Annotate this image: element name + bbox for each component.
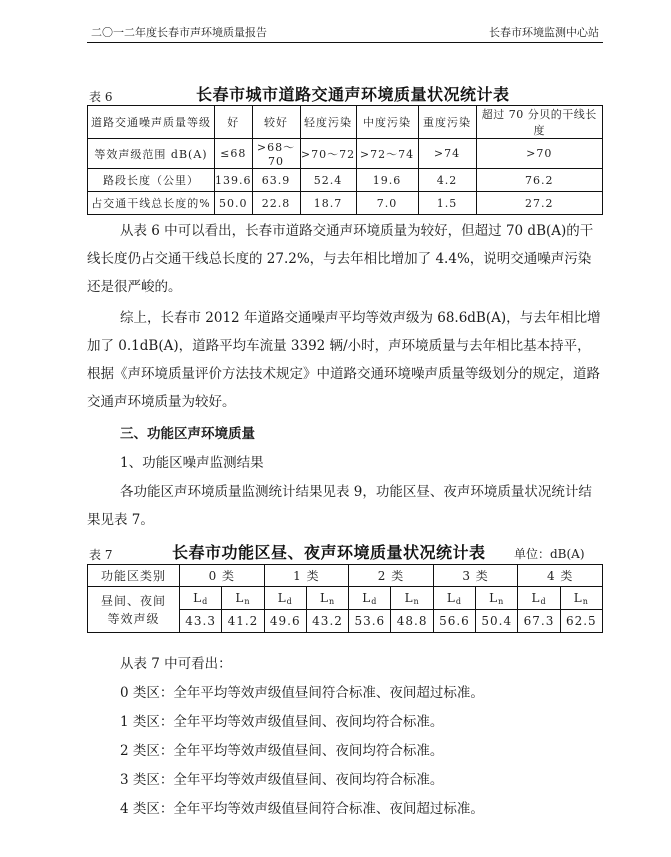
row-label xyxy=(88,587,180,633)
table-cell: 27.2 xyxy=(476,192,603,215)
subscript: n xyxy=(328,596,336,606)
table-cell: 19.6 xyxy=(356,169,418,192)
symbol: L xyxy=(235,590,245,605)
paragraph-summary: 综上，长春市 2012 年道路交通噪声平均等效声级为 68.6dB(A)，与去年相比增加了 0.1dB(A)，道路平均车流量 3392 辆/小时，声环境质量与去年相比基本持平，根据《声环境质量评价方法技术规定》中道路交通环境噪声质量等级划分的规定，道路交通声环境质量为较好。 xyxy=(87,310,601,410)
ln-header xyxy=(476,587,518,610)
table6-title: 长春市城市道路交通声环境质量状况统计表 xyxy=(196,85,510,104)
paragraph-table7-intro: 各功能区声环境质量监测统计结果见表 9，功能区昼、夜声环境质量状况统计结果见表 7。 xyxy=(87,484,592,528)
ln-header xyxy=(391,587,433,610)
category-header: 2 类 xyxy=(349,565,434,587)
subscript: d xyxy=(540,596,547,606)
report-title: 二〇一二年度长春市声环境质量报告 xyxy=(91,26,267,39)
conclusion-item: 2 类区：全年平均等效声级值昼间、夜间均符合标准。 xyxy=(120,743,444,759)
table-cell: 4.2 xyxy=(418,169,476,192)
table-cell: >68～70 xyxy=(252,139,300,169)
row-label-line1: 昼间、夜间 xyxy=(100,593,166,608)
conclusion-item: 4 类区：全年平均等效声级值昼间符合标准、夜间超过标准。 xyxy=(120,801,484,817)
section-heading: 三、功能区声环境质量 xyxy=(120,426,255,442)
table-header-cell: 功能区类别 xyxy=(88,565,180,587)
table-cell: 1.5 xyxy=(418,192,476,215)
table-cell: ≤68 xyxy=(215,139,253,169)
table-header-cell: 轻度污染 xyxy=(300,106,356,139)
table-cell: 49.6 xyxy=(264,610,306,633)
subscript: n xyxy=(582,596,589,606)
symbol: L xyxy=(277,590,287,605)
ln-header xyxy=(306,587,348,610)
symbol: L xyxy=(362,590,372,605)
table6-label: 表 6 xyxy=(89,90,113,104)
table-cell: 22.8 xyxy=(252,192,300,215)
category-header: 1 类 xyxy=(264,565,349,587)
table-cell: 67.3 xyxy=(518,610,560,633)
table-cell: 53.6 xyxy=(349,610,391,633)
conclusion-intro: 从表 7 中可看出： xyxy=(120,656,232,672)
table-header-cell: 道路交通噪声质量等级 xyxy=(88,106,215,139)
table-cell: 50.0 xyxy=(215,192,253,215)
subscript: n xyxy=(413,596,420,606)
table-cell: >74 xyxy=(418,139,476,169)
table-cell: 50.4 xyxy=(476,610,518,633)
subsection-heading: 1、功能区噪声监测结果 xyxy=(120,455,264,471)
symbol: L xyxy=(404,590,414,605)
symbol: L xyxy=(531,590,541,605)
table-cell: 43.3 xyxy=(180,610,222,633)
table-header-cell: 较好 xyxy=(252,106,300,139)
table-cell: 7.0 xyxy=(356,192,418,215)
table7-header-row xyxy=(88,565,603,587)
conclusion-item: 0 类区：全年平均等效声级值昼间符合标准、夜间超过标准。 xyxy=(120,685,484,701)
table-cell: 48.8 xyxy=(391,610,433,633)
ln-header xyxy=(560,587,602,610)
table6 xyxy=(87,105,603,215)
paragraph-table6-analysis: 从表 6 中可以看出，长春市道路交通声环境质量为较好，但超过 70 dB(A)的干线长度仍占交通干线总长度的 27.2%，与去年相比增加了 4.4%，说明交通噪声污染还是很严峻的。 xyxy=(87,223,594,295)
table-header-cell: 重度污染 xyxy=(418,106,476,139)
table-row xyxy=(88,139,603,169)
table-cell: 63.9 xyxy=(252,169,300,192)
table-cell: 占交通干线总长度的% xyxy=(88,192,215,215)
table-cell: 等效声级范围 dB(A) xyxy=(88,139,215,169)
subscript: d xyxy=(202,596,209,606)
conclusion-item: 3 类区：全年平均等效声级值昼间、夜间均符合标准。 xyxy=(120,772,444,788)
table-cell: 43.2 xyxy=(306,610,348,633)
table-cell: 18.7 xyxy=(300,192,356,215)
ld-header xyxy=(433,587,475,610)
ld-header xyxy=(180,587,222,610)
table-cell: 56.6 xyxy=(433,610,475,633)
row-label-line2: 等效声级 xyxy=(107,611,160,626)
table-row xyxy=(88,192,603,215)
table7 xyxy=(87,564,603,633)
table7-unit: 单位：dB(A) xyxy=(514,547,585,561)
table6-header-row xyxy=(88,106,603,139)
table-cell: 62.5 xyxy=(560,610,602,633)
category-header: 3 类 xyxy=(433,565,518,587)
symbol: L xyxy=(489,590,499,605)
table-cell: 41.2 xyxy=(222,610,264,633)
ld-header xyxy=(518,587,560,610)
table-cell: 52.4 xyxy=(300,169,356,192)
page-header xyxy=(87,22,603,43)
table7-subheader-row xyxy=(88,587,603,610)
table-cell: 路段长度（公里） xyxy=(88,169,215,192)
table-cell: 139.6 xyxy=(215,169,253,192)
organization-name: 长春市环境监测中心站 xyxy=(489,26,599,39)
table-cell: >70～72 xyxy=(300,139,356,169)
table7-title: 长春市功能区昼、夜声环境质量状况统计表 xyxy=(172,543,486,562)
category-header: 4 类 xyxy=(518,565,603,587)
subscript: d xyxy=(286,596,293,606)
subscript: d xyxy=(455,596,462,606)
symbol: L xyxy=(193,590,203,605)
subscript: d xyxy=(371,596,378,606)
table-header-cell: 好 xyxy=(215,106,253,139)
ld-header xyxy=(264,587,306,610)
conclusion-item: 1 类区：全年平均等效声级值昼间、夜间均符合标准。 xyxy=(120,714,444,730)
symbol: L xyxy=(319,590,329,605)
table-cell: >70 xyxy=(476,139,603,169)
subscript: n xyxy=(498,596,505,606)
table-header-cell: 中度污染 xyxy=(356,106,418,139)
ld-header xyxy=(349,587,391,610)
table-header-cell: 超过 70 分贝的干线长度 xyxy=(476,106,603,139)
category-header: 0 类 xyxy=(180,565,265,587)
table-cell: >72～74 xyxy=(356,139,418,169)
subscript: n xyxy=(244,596,251,606)
symbol: L xyxy=(573,590,583,605)
table-row xyxy=(88,169,603,192)
ln-header xyxy=(222,587,264,610)
table-cell: 76.2 xyxy=(476,169,603,192)
table7-label: 表 7 xyxy=(89,548,113,562)
symbol: L xyxy=(446,590,456,605)
